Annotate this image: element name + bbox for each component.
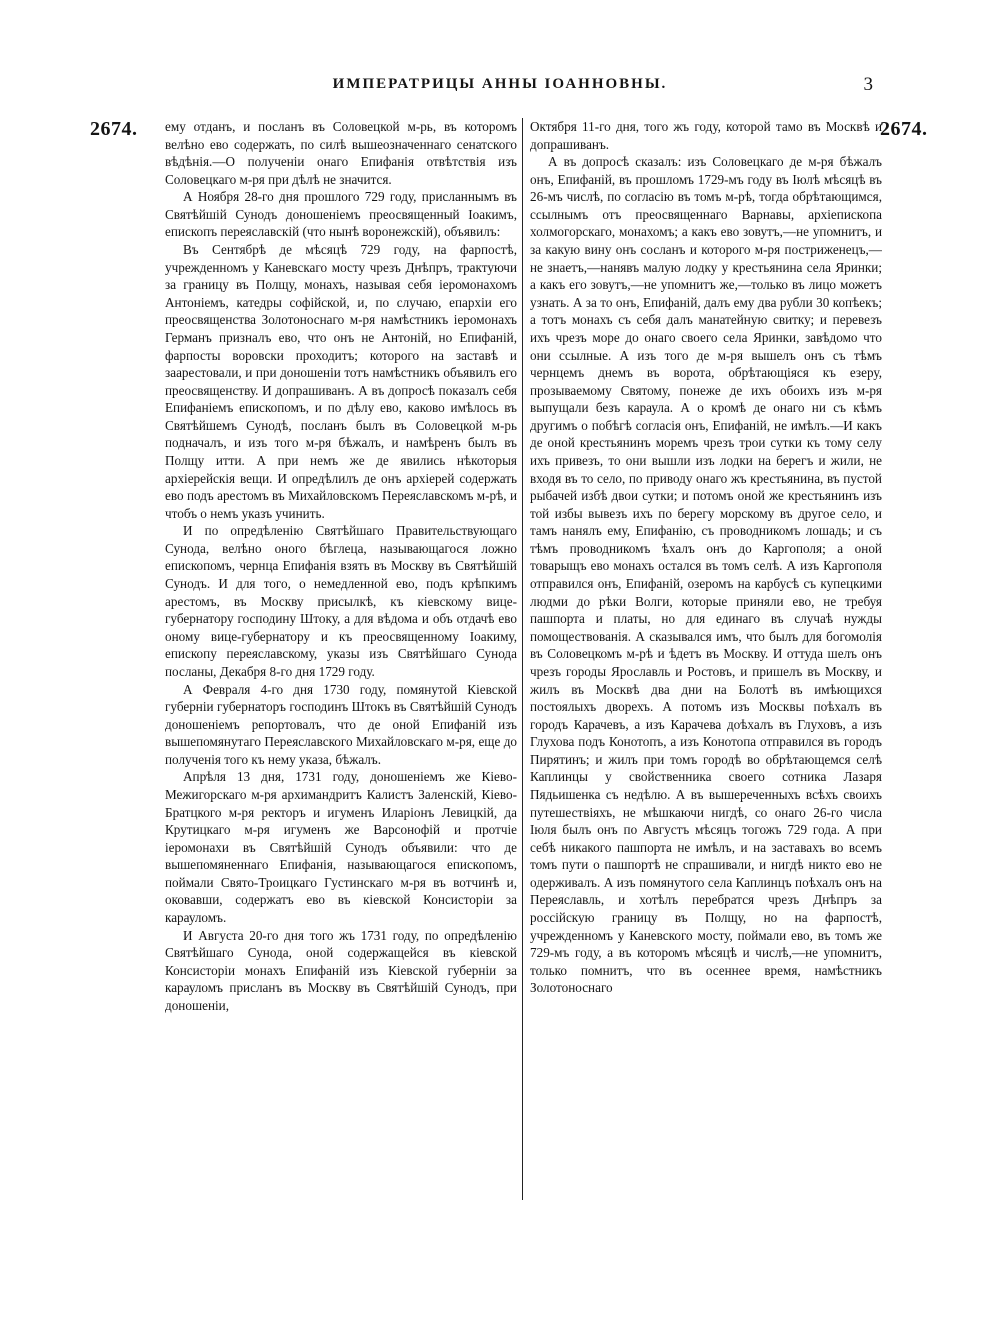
- paragraph: И Августа 20-го дня того жъ 1731 году, по опредѣленію Святѣйшаго Сунода, оной содержащейся въ кіевской Консисторіи монахъ Епифаній изъ Кіевской губерніи за карауломъ присланъ въ Москву въ Святѣйшій Сунодъ, при доношеніи,: [165, 927, 517, 1013]
- paragraph: Въ Сентябрѣ де мѣсяцѣ 729 году, на фарпостѣ, учрежденномъ у Каневскаго мосту чрезъ Днѣпръ, трактуючи за границу въ Полщу, монахъ, называя себя іеромонахомъ Антоніемъ, катедры софійской, и, по случаю, епархіи его преосвященства Золотоноснаго м-ря намѣстникъ іеромонахъ Германъ призналъ ево, что онъ не Антоній, но Епифаній, фарпосты воровски проходитъ; которого на заставѣ и заарестовали, и при доношеніи тотъ намѣстникъ объявилъ его преосвященству. И допрашиванъ. А въ допросѣ показалъ себя Епифаніемъ епископомъ, и по дѣлу ево, каково имѣлось въ Святѣйшемъ Сунодѣ, посланъ былъ въ Соловецкой м-рь подначалъ, и изъ того м-ря бѣжалъ, и намѣренъ былъ въ Полщу итти. А при немъ же де явились нѣкоторыя архіерейскія вещи. И опредѣлилъ де онъ архіерей содержать ево подъ арестомъ въ Михайловскомъ Переяславскомъ м-рѣ, и чтобъ о немъ указъ учинить.: [165, 242, 517, 521]
- paragraph: И по опредѣленію Святѣйшаго Правительствующаго Сунода, велѣно оного бѣглеца, называющагося ложно епископомъ, чернца Епифанія взять въ Москву въ Святѣйшій Сунодъ. И для того, о немедленной ево, подъ крѣпкимъ арестомъ, въ Москву присылкѣ, къ кіевскому вице-губернатору господину Штоку, а для вѣдома и объ отдачѣ ево оному вице-губернатору и къ преосвященному Іоакиму, епископу переяславскому, указы изъ Святѣйшаго Сунода посланы, Декабря 8-го дня 1729 году.: [165, 523, 517, 679]
- document-number-left: 2674.: [90, 118, 138, 140]
- paragraph: А Февраля 4-го дня 1730 году, помянутой Кіевской губерніи губернаторъ господинъ Штокъ въ Святѣйшій Сунодъ доношеніемъ репортовалъ, что де оной Епифаній изъ вышепомянутаго Переяславского Михайловскаго м-ря, еще до полученія того къ нему указа, бѣжалъ.: [165, 681, 517, 767]
- left-column: [165, 118, 517, 1203]
- right-column: [530, 118, 882, 1203]
- running-title: ИМПЕРАТРИЦЫ АННЫ ІОАННОВНЫ.: [332, 76, 668, 92]
- page-number: 3: [863, 74, 873, 95]
- paragraph: Октября 11-го дня, того жъ году, которой тамо въ Москвѣ и допрашиванъ.: [530, 119, 882, 152]
- paragraph: Апрѣля 13 дня, 1731 году, доношеніемъ же Кіево-Межигорскаго м-ря архимандритъ Калистъ Заленскій, Кіево-Братцкого м-ря ректоръ и игуменъ Иларіонъ Левицкій, да Крутицкаго м-ря игуменъ же Варсонофій и протчіе іеромонахи въ Святѣйшій Сунодъ объявили: что де вышепомяненнаго Епифанія, называющагося епископомъ, поймали Свято-Троицкаго Густинскаго м-ря въ вотчинѣ и, оковавши, содержатъ ево въ кіевской Консисторіи за карауломъ.: [165, 769, 517, 926]
- column-divider: [522, 118, 523, 1200]
- paragraph: А Ноября 28-го дня прошлого 729 году, присланнымъ въ Святѣйшій Сунодъ доношеніемъ преосвященный Іоакимъ, епископъ переяславскій (что нынѣ воронежскій), объявилъ:: [165, 189, 517, 240]
- paragraph: А въ допросѣ сказалъ: изъ Соловецкаго де м-ря бѣжалъ онъ, Епифаній, въ прошломъ 1729-мъ году въ Іюлѣ мѣсяцѣ въ 26-мъ числѣ, по согласію въ томъ м-рѣ, тогда обрѣтающимся, ссылнымъ отъ преосвященнаго Варнавы, архіепископа холмогорскаго, монахомъ; а какъ ево зовутъ,—не упомнитъ, и за какую вину онъ сосланъ и которого м-ря постриженецъ,—не знаетъ,—нанявъ малую лодку у крестьянина села Яринки; а какъ его зовутъ,—не упомнитъ же,—только въ лицо можетъ узнать. А за то онъ, Епифаній, далъ ему два рубли 30 копѣекъ; а тотъ монахъ съ себя далъ манатейную свитку; и перевезъ ихъ чрезъ море до онаго своего села Яринки, завѣдомо что они ссылные. А изъ того де м-ря вышелъ онъ съ тѣмъ чернцемъ днемъ въ ворота, обрѣтающіяся къ езеру, прозываемому Святому, понеже де ихъ обоихъ изъ м-ря выпущали безъ караула. А о кромѣ де онаго ни съ кѣмъ другимъ о побѣгѣ согласія онъ, Епифаній, не имѣлъ.—И какъ де оной крестьянинъ моремъ чрезъ трои сутки къ тому селу ихъ привезъ, то они вышли изъ лодки на берегъ и жили, не входя въ то село, по приводу онаго жъ крестьянина, въ пустой рыбачей избѣ двои сутки; и потомъ оной же крестьянинъ изъ той избы вывезъ ихъ по берегу морскому въ другое село, и тамъ нанялъ ему, Епифанію, съ проводникомъ лошадь; и съ тѣмъ проводникомъ ѣхалъ онъ до Каргополя; а оной товарыщъ ево монахъ остался въ томъ селѣ. А изъ Каргополя отправился онъ, Епифаній, озеромъ на карбусѣ съ купецкими людми до рѣки Волги, которые приняли ево, не требуя пашпорта и платы, но для единаго въ случаѣ нужды помоществованія. А сказывался имъ, что былъ для богомолія въ Соловецкомъ м-рѣ и ѣдетъ въ Москву. И оттуда шелъ онъ чрезъ городы Ярославль и Ростовъ, и пришелъ въ Москву, и жилъ въ Москвѣ два дни на Болотѣ въ имѣющихся постоялыхъ дворехъ. А потомъ изъ Москвы поѣхалъ въ городъ Карачевъ, а изъ Карачева доѣхалъ въ Глуховъ, а изъ Глухова подъ Конотопъ, а изъ Конотопа отправился въ городъ Пирятинъ; и жилъ при томъ городѣ во обрѣтающемся селѣ Каплинцы у свойственника своего сотника Лазаря Пядьишенка съ недѣлю. А въ вышереченныхъ всѣхъ своихъ путешествіяхъ, не мѣшкаючи нигдѣ, со онаго 26-го числа Іюля былъ онъ по Августъ мѣсяцъ тогожъ 729 года. А при себѣ никакого пашпорта не имѣлъ, и на заставахъ во всемъ томъ пути о пашпортѣ не спрашивали, и нигдѣ никто ево не одерживалъ. А изъ помянутого села Каплинцъ поѣхалъ онъ на Переяславль, и хотѣлъ перебратся чрезъ Днѣпръ за россійскую границу въ Полщу, но на фарпостѣ, учрежденномъ у Каневского мосту, поймали ево, въ томъ же 729-мъ году, а въ которомъ мѣсяцѣ и числѣ,—не упомнитъ, только помнитъ, что въ осеннее время, намѣстникъ Золотоноснаго: [530, 154, 882, 996]
- paragraph: ему отданъ, и посланъ въ Соловецкой м-рь, въ которомъ велѣно ево содержать, по силѣ вышеозначеннаго сенатского вѣдѣнія.—О полученіи онаго Епифанія отвѣтствія изъ Соловецкаго м-ря при дѣлѣ не значится.: [165, 119, 517, 187]
- document-number-right: 2674.: [880, 118, 928, 140]
